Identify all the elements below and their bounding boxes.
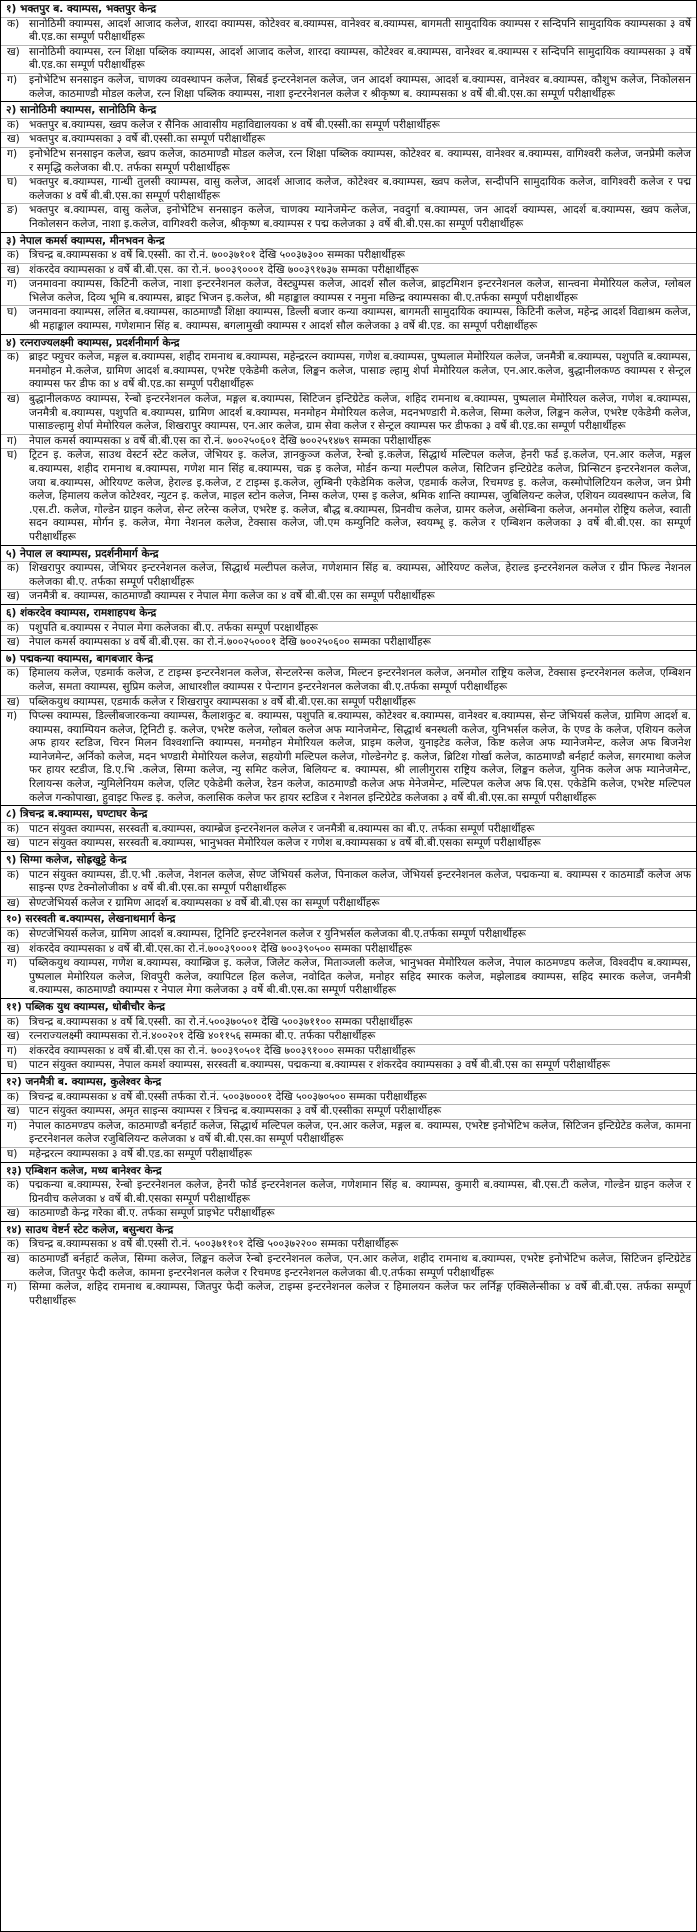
exam-center-allocation bbox=[1, 203, 696, 231]
allocation-label: ख) bbox=[7, 636, 20, 649]
exam-center-allocation bbox=[1, 1147, 696, 1162]
allocation-label: घ) bbox=[7, 449, 18, 462]
allocation-label: ख) bbox=[7, 1105, 20, 1118]
exam-center-title: १४) साउथ वेष्टर्न स्टेट कलेज, बसुन्धरा केन्द्र bbox=[6, 1223, 174, 1236]
allocation-text: जनमैत्री ब. क्याम्पस, काठमाण्डौ क्याम्पस र नेपाल मेगा कलेज का ४ वर्षे बी.बी.एस का सम्पूर्ण परीक्षार्थीहरू bbox=[29, 590, 435, 603]
allocation-text: ट्रिटन इ. कलेज, साउथ वेस्टर्न स्टेट कलेज, जेभियर इ. कलेज, ज्ञानकुञ्ज कलेज, रेन्बो इ.कलेज, सिद्धार्थ मल्टिपल कलेज, हेनरी फर्ड इ.कलेज, एन.आर कलेज, मङ्गल ब.क्याम्पस, शहीद रामनाथ ब.क्याम्पस, गणेश मान सिंह ब.क्याम्पस, चक्र इ कलेज, मोर्डन कन्या मल्टीपल कलेज, सिटिजन इन्टिग्रेटेड कलेज, प्रिन्सिटन इन्टरनेशनल कलेज, जया ब.क्याम्पस, ओरियण्ट कलेज, हेराल्ड इ.कलेज, ट टाइम्स इ.कलेज, लुम्बिनी एकेडेमिक कलेज, एडमार्क कलेज, रिचमण्ड इ. कलेज, कस्मोपोलिटियन कलेज, जन प्रेमी कलेज, हिमालय कलेज कोटेश्वर, न्युटन इ. कलेज, माइल स्टोन कलेज, निम्स कलेज, एम्स इ कलेज, श्रमिक शान्ति क्याम्पस, जुबिलियन्ट कलेज, एशियन व्यवस्थापन कलेज, बि .एस.टी. कलेज, गोल्डेन ग्राइन कलेज, सेन्ट लरेन्स कलेज, एभरेष्ट इ. कलेज, बौद्ध ब.क्याम्पस, प्रिनवीच कलेज, ग्रामर कलेज, असेम्बिना कलेज, अनमोल रोष्ट्रिय कलेज, स्वाती सदन क्याम्पस, मोर्गन इ. कलेज, मेगा नेशनल कलेज, टेक्सास कलेज, जी.एम कम्युनिटि कलेज, स्वयम्भू इ. कलेज र एम्बिशन कलेजका ३ वर्षे बी.बी.एस. का सम्पूर्ण परीक्षार्थीहरू bbox=[29, 449, 691, 543]
allocation-text: नेपाल काठमण्डप कलेज, काठमाण्डौ बर्नहार्ट कलेज, सिद्धार्थ मल्टिपल कलेज, एन.आर कलेज, मङ्गल ब. क्याम्पस, एभरेष्ट इनोभेटिभ कलेज, सिटिजन इन्टिग्रेटेड कलेज, कामना इन्टरनेशनल कलेज रजुबिलियन्ट कलेजका ४ वर्षे बी.बी.एस.का सम्पूर्ण परीक्षार्थीहरू bbox=[29, 1119, 691, 1146]
exam-center-allocation bbox=[1, 248, 696, 263]
allocation-text: पाटन संयुक्त क्याम्पस, अमृत साइन्स क्याम्पस र त्रिचन्द्र ब.क्याम्पसका ३ वर्षे बी.एस्सीका सम्पूर्ण परीक्षार्थीहरू bbox=[29, 1105, 442, 1118]
allocation-label: क) bbox=[7, 822, 20, 835]
exam-center-allocation bbox=[1, 118, 696, 133]
exam-center-allocation bbox=[1, 621, 696, 636]
exam-center-allocation bbox=[1, 709, 696, 805]
allocation-text: सिग्मा कलेज, शहिद रामनाथ ब.क्याम्पस, जितपुर फेदी कलेज, टाइम्स इन्टरनेशनल कलेज र हिमालयन कलेज फर लर्निङ्ग एक्सिलेन्सीका ४ वर्षे बी.बी.एस. तर्फका सम्पूर्ण परीक्षार्थीहरू bbox=[29, 1281, 691, 1307]
exam-center-allocation bbox=[1, 635, 696, 650]
exam-center-allocation bbox=[1, 1104, 696, 1119]
exam-center-section bbox=[1, 651, 696, 807]
exam-center-allocation bbox=[1, 942, 696, 957]
exam-center-allocation bbox=[1, 589, 696, 604]
exam-center-allocation bbox=[1, 695, 696, 710]
exam-center-title: ८) त्रिचन्द्र ब.क्याम्पस, घण्टाघर केन्द्र bbox=[6, 808, 148, 821]
exam-center-allocation bbox=[1, 1280, 696, 1308]
allocation-text: शंकरदेव क्याम्पसका ४ वर्षे बी.बी.एस.का रो.नं.७००३९०००१ देखि ७००३९०५०० सम्मका परीक्षार्थीहरू bbox=[29, 942, 412, 955]
exam-center-allocation bbox=[1, 132, 696, 147]
allocation-label: ख) bbox=[7, 263, 20, 276]
exam-center-allocation bbox=[1, 1206, 696, 1221]
allocation-text: रत्नराज्यलक्ष्मी क्याम्पसका रो.नं.४००२०१ देखि ४०११५६ सम्मका बी.ए. तर्फका परीक्षार्थीहरू bbox=[29, 1030, 376, 1043]
allocation-text: त्रिचन्द्र ब.क्याम्पसका ४ वर्षे बी.एस्सी तर्फका रो.नं. ५००३७०००१ देखि ५००३७०५०० सम्मका परीक्षार्थीहरू bbox=[29, 1090, 427, 1103]
exam-center-allocation bbox=[1, 73, 696, 101]
allocation-label: घ) bbox=[7, 1059, 18, 1072]
allocation-text: शंकरदेव क्याम्पसका ४ वर्षे बी.बी.एस का रो.नं. ७००३९०५०१ देखि ७००३९१००० सम्मका परीक्षार्थीहरू bbox=[29, 1044, 416, 1057]
exam-center-title: ६) शंकरदेव क्याम्पस, रामशाहपथ केन्द्र bbox=[6, 606, 157, 619]
allocation-text: पाटन संयुक्त क्याम्पस, सरस्वती ब.क्याम्पस, क्याम्ब्रेज इन्टरनेशनल कलेज र जनमैत्री ब.क्याम्पस का बी.ए. तर्फका सम्पूर्ण परीक्षार्थीहरू bbox=[29, 822, 535, 835]
exam-center-section bbox=[1, 1074, 696, 1163]
allocation-text: बुद्धानीलकण्ठ क्याम्पस, रेन्बो इन्टरनेशनल कलेज, मङ्गल ब.क्याम्पस, सिटिजन इन्टिग्रेटेड कलेज, शहिद रामनाथ ब.क्याम्पस, पुष्पलाल मेमोरियल कलेज, गणेश ब.क्याम्पस, जनमैत्री ब.क्याम्पस, पशुपति ब.क्याम्पस, ग्रामिण आदर्श ब.क्याम्पस, मनमोहन मेमोरियल कलेज, मदनभण्डारी मे.कलेज, सिम्मा कलेज, लिङ्कन कलेज, एभरेष्ट एकेडेमी कलेज, पासाङल्हामु शेर्पा मेमोरियल कलेज, शिखरापुर क्याम्पस, एन.आर कलेज, ग्राम सेवा कलेज र सेन्ट्रल क्याम्पस फर डीफका ३ वर्षे बी.एड.का सम्पूर्ण परीक्षार्थीहरू bbox=[29, 393, 691, 433]
allocation-label: क) bbox=[7, 928, 20, 940]
exam-center-title: ४) रत्नराज्यलक्ष्मी क्याम्पस, प्रदर्शनीमार्ग केन्द्र bbox=[6, 336, 180, 349]
allocation-text: इनोभेटिभ सनसाइन कलेज, चाणक्य व्यवस्थापन कलेज, सिबर्ड इन्टरनेशनल कलेज, जन आदर्श क्याम्पस, आदर्श ब.क्याम्पस, वानेश्वर ब.क्याम्पस, कौशुभ कलेज, निकोलसन कलेज, काठमाण्डौ मोडल कलेज, रत्न शिक्षा पब्लिक क्याम्पस, नाशा इन्टरनेशनल कलेज र श्रीकृष्ण ब. क्याम्पसका ४ वर्षे बी.बी.एस.का सम्पूर्ण परीक्षार्थीहरू bbox=[29, 73, 691, 100]
allocation-label: क) bbox=[7, 351, 20, 364]
exam-center-allocation bbox=[1, 1237, 696, 1252]
exam-center-title: ९) सिग्मा कलेज, सोह्रखुट्टे केन्द्र bbox=[6, 854, 127, 867]
allocation-text: भक्तपुर ब.क्याम्पस, वासु कलेज, इनोभेटिभ सनसाइन कलेज, चाणक्य म्यानेजमेन्ट कलेज, नवदुर्गा ब.क्याम्पस, जन आदर्श क्याम्पस, आदर्श ब.क्याम्पस, ख्वप कलेज, निकोलसन कलेज, नाशा इ.कलेज, वागिश्वरी कलेज, श्रीकृष्ण ब.क्याम्पस र पद्म कलेजका ३ वर्षे बी.बी.एस.का सम्पूर्ण परीक्षार्थीहरू bbox=[29, 204, 691, 230]
allocation-label: क) bbox=[7, 868, 20, 881]
allocation-text: पद्मकन्या ब.क्याम्पस, रेन्बो इन्टरनेशनल कलेज, हेनरी फोर्ड इन्टरनेशनल कलेज, गणेशमान सिंह ब. क्याम्पस, कुमारी ब.क्याम्पस, बी.एस.टी कलेज, गोल्डेन ग्राइन कलेज र ग्रिनवीच कलेजका ४ वर्षे बी.बी.एसका सम्पूर्ण परीक्षार्थीहरू bbox=[29, 1179, 691, 1205]
allocation-label: ख) bbox=[7, 45, 20, 58]
exam-center-allocation bbox=[1, 822, 696, 837]
allocation-label: ख) bbox=[7, 1207, 20, 1220]
exam-center-allocation bbox=[1, 836, 696, 851]
allocation-label: ख) bbox=[7, 590, 20, 603]
allocation-text: भक्तपुर ब.क्याम्पस, गान्धी तुलसी क्याम्पस, वासु कलेज, आदर्श आजाद कलेज, कोटेश्वर ब.क्याम्पस, ख्वप कलेज, सन्दीपनि सामुदायिक कलेज, वागिश्वरी कलेज र पद्म कलेजका ४ वर्षे बी.बी.एस.का सम्पूर्ण परीक्षार्थीहरू bbox=[29, 176, 691, 202]
allocation-label: क) bbox=[7, 667, 20, 680]
exam-center-allocation bbox=[1, 17, 696, 45]
allocation-text: नेपाल कमर्स क्याम्पसका ४ वर्षे बी.बी.एस. का रो.नं.७००२५०००१ देखि ७००२५०६०० सम्मका परीक्षार्थीहरू bbox=[29, 636, 431, 649]
allocation-text: पब्लिकयुथ क्याम्पस, एडमार्क कलेज र शिखरापुर क्याम्पसका ४ वर्षे बी.बी.एस.का सम्पूर्ण परीक्षार्थीहरू bbox=[29, 695, 416, 708]
allocation-label: ग) bbox=[7, 278, 18, 291]
exam-center-title: १) भक्तपुर ब. क्याम्पस, भक्तपुर केन्द्र bbox=[6, 3, 157, 15]
allocation-text: सानोठिमी क्याम्पस, रत्न शिक्षा पब्लिक क्याम्पस, आदर्श आजाद कलेज, शारदा क्याम्पस, कोटेश्वर ब.क्याम्पस, वानेश्वर ब.क्याम्पस र सन्दिपनि सामुदायिक क्याम्पसका ३ वर्षे बी.एड.का सम्पूर्ण परीक्षार्थीहरू bbox=[29, 45, 691, 72]
exam-center-title: ५) नेपाल ल क्याम्पस, प्रदर्शनीमार्ग केन्द्र bbox=[6, 547, 159, 560]
exam-center-allocation bbox=[1, 147, 696, 175]
allocation-text: इनोभेटिभ सनसाइन कलेज, ख्वप कलेज, काठमाण्डौ मोडल कलेज, रत्न शिक्षा पब्लिक क्याम्पस, कोटेश्वर ब. क्याम्पस, वानेश्वर ब.क्याम्पस, वागिश्वरी कलेज, जनप्रेमी कलेज र समृद्धि कलेजका बी.ए. तर्फका सम्पूर्ण परीक्षार्थीहरू bbox=[29, 147, 691, 174]
allocation-label: ग) bbox=[7, 710, 18, 723]
allocation-label: ख) bbox=[7, 1030, 20, 1043]
exam-center-allocation bbox=[1, 1029, 696, 1044]
allocation-text: सेण्टजेभियर्स कलेज र ग्रामिण आदर्श ब.क्याम्पसका ४ वर्षे बी.बी.एस का सम्पूर्ण परीक्षार्थीहरू bbox=[29, 896, 380, 909]
exam-center-title: २) सानोठिमी क्याम्पस, सानोठिमि केन्द्र bbox=[6, 104, 157, 117]
exam-center-section bbox=[1, 233, 696, 335]
exam-center-allocation bbox=[1, 392, 696, 434]
exam-center-title: १०) सरस्वती ब.क्याम्पस, लेखनाथमार्ग केन्द्र bbox=[6, 913, 176, 926]
exam-center-allocation bbox=[1, 263, 696, 278]
allocation-text: पाटन संयुक्त क्याम्पस, डी.ए.भी .कलेज, नेशनल कलेज, सेण्ट जेभियर्स कलेज, पिनाकल कलेज, जेभियर्स इन्टरनेशनल कलेज, पद्मकन्या ब. क्याम्पस र काठमाडौं कलेज अफ साइन्स एण्ड टेक्नोलोजीका ४ वर्षे बी.बी.एस.का सम्पूर्ण परीक्षार्थीहरू bbox=[29, 868, 691, 895]
allocation-text: त्रिचन्द्र ब.क्याम्पसका ४ वर्षे बि.एस्सी. का रो.नं. ७००३७१०१ देखि ५००३७३०० सम्मका परीक्षार्थीहरू bbox=[29, 249, 405, 262]
allocation-label: ग) bbox=[7, 1044, 18, 1057]
allocation-label: घ) bbox=[7, 176, 18, 189]
exam-center-notice bbox=[1, 1, 696, 1308]
allocation-label: क) bbox=[7, 1015, 20, 1028]
exam-center-section bbox=[1, 999, 696, 1074]
allocation-label: ग) bbox=[7, 957, 18, 970]
allocation-text: काठमाण्डौ केन्द्र गरेका बी.ए. तर्फका सम्पूर्ण प्राइभेट परीक्षार्थीहरू bbox=[29, 1207, 275, 1220]
allocation-text: ब्राइट फ्युचर कलेज, मङ्गल ब.क्याम्पस, शहीद रामनाथ ब.क्याम्पस, महेन्द्ररत्न क्याम्पस, गणेश ब.क्याम्पस, पुष्पलाल मेमोरियल कलेज, जनमैत्री ब.क्याम्पस, पशुपति ब.क्याम्पस, मनमोहन मे.कलेज, ग्रामिण आदर्श ब.क्याम्पस, एभरेष्ट एकेडेमी कलेज, लिङ्कन कलेज, पासाङ ल्हामु शेर्पा मेमोरियल कलेज, एन.आर.कलेज, बुद्धानीलकण्ठ क्याम्पस र सेन्ट्रल क्याम्पस फर डीफ का ४ वर्षे बी.एड.का सम्पूर्ण परीक्षार्थीहरू bbox=[29, 351, 691, 391]
allocation-text: पशुपति ब.क्याम्पस र नेपाल मेगा कलेजका बी.ए. तर्फका सम्पूर्ण परक्षार्थीहरू bbox=[29, 621, 318, 634]
allocation-label: ख) bbox=[7, 837, 20, 850]
exam-center-allocation bbox=[1, 175, 696, 203]
exam-center-section bbox=[1, 335, 696, 546]
allocation-label: क) bbox=[7, 1090, 20, 1103]
exam-center-title: ३) नेपाल कमर्स क्याम्पस, मीनभवन केन्द्र bbox=[6, 234, 165, 247]
exam-center-section bbox=[1, 852, 696, 911]
exam-center-section bbox=[1, 546, 696, 605]
exam-center-allocation bbox=[1, 305, 696, 333]
allocation-label: क) bbox=[7, 1238, 20, 1251]
allocation-label: ग) bbox=[7, 434, 18, 447]
exam-center-title: १२) जनमैत्री ब. क्याम्पस, कुलेश्वर केन्द्र bbox=[6, 1075, 162, 1088]
exam-center-allocation bbox=[1, 896, 696, 911]
allocation-label: क) bbox=[7, 118, 20, 131]
exam-center-allocation bbox=[1, 666, 696, 694]
exam-center-allocation bbox=[1, 277, 696, 305]
allocation-label: ख) bbox=[7, 1253, 20, 1266]
exam-center-allocation bbox=[1, 1058, 696, 1073]
allocation-text: जनमावना क्याम्पस, किटिनी कलेज, नाशा इन्टरनेशनल कलेज, वेस्ट्युम्पस कलेज, आदर्श सौल कलेज, ब्राइटमिशन इन्टरनेशनल कलेज, सान्त्वना मेमोरियल कलेज, ग्लोबल भिलेज कलेज, दिव्य भूमि ब.क्याम्पस, ब्राइट भिजन इ.कलेज, श्री महाङ्काल क्याम्पस र नमुना मछिन्द्र क्याम्पसका बी.ए.तर्फका सम्पूर्ण परीक्षार्थीहरू bbox=[29, 278, 691, 304]
allocation-text: काठमाण्डौं बर्नहार्ट कलेज, सिग्मा कलेज, लिङ्कन कलेज रेन्बो इन्टरनेशनल कलेज, एन.आर कलेज, शहीद रामनाथ ब.क्याम्पस, एभरेष्ट इनोभेटिभ कलेज, सिटिजन इन्टिग्रेटेड कलेज, जितपुर फेदी कलेज, कामना इन्टरनेशनल कलेज र रिचमण्ड इन्टरनेशनल कलेजका बी.ए.तर्फका सम्पूर्ण परीक्षार्थीहरू bbox=[29, 1253, 691, 1279]
allocation-text: त्रिचन्द्र ब.क्याम्पसका ४ वर्षे बी.एस्सी रो.नं. ५००३७११०१ देखि ५००३७२२०० सम्मका परीक्षार्थीहरू bbox=[29, 1238, 399, 1251]
exam-center-section bbox=[1, 605, 696, 651]
allocation-text: हिमालय कलेज, एडमार्क कलेज, ट टाइम्स इन्टरनेशनल कलेज, सेन्टलरेन्स कलेज, मिल्टन इन्टरनेशनल कलेज, अनमोल राष्ट्रिय कलेज, टेक्सास इन्टरनेशनल कलेज, एम्बिशन कलेज, समता क्याम्पस, सुप्रिम कलेज, आधारशील क्याम्पस र पेन्टागन इन्टरनेशनल कलेजका बी.ए.तर्फका सम्पूर्ण परीक्षार्थीहरू bbox=[29, 667, 691, 693]
allocation-text: पिप्ल्स क्याम्पस, डिल्लीबजारकन्या क्याम्पस, कैलाशकुट ब. क्याम्पस, पशुपति ब.क्याम्पस, कोटेश्वर ब.क्याम्पस, वानेश्वर ब.क्याम्पस, सेन्ट जेभियर्स कलेज, ग्रामिण आदर्श ब. क्याम्पस, क्याम्पियन कलेज, ट्रिनिटी इ. कलेज, एभरेष्ट कलेज, ग्लोबल कलेज अफ म्यानेजमेन्ट, सिद्धार्थ बनस्थली कलेज, युनिभर्सल कलेज, के एण्ड के कलेज, एशियन कलेज अफ हायर स्टडिज, चिरन मिलन विश्वशान्ति क्याम्पस, मनमोहन मेमोरियल कलेज, प्राइम कलेज, युनाइटेड कलेज, किष्ट कलेज अफ म्यानेजमेन्ट, कलेज अफ बिजनेश म्यानेजमेन्ट, अर्निको कलेज, मदन भण्डारी मेमोरियल कलेज, सहयोगी मल्टिपल कलेज, गोल्डेनगेट इ. कलेज, ब्रिटिश गोर्खा कलेज, काठमाण्डौ बर्नहार्ट कलेज, सगरमाथा कलेज फर हायर स्टडीज, डि.ए.भि .कलेज, सिग्मा कलेज, न्यु समिट कलेज, बिलियन्ट ब. क्याम्पस, श्री लालीगुरास राष्ट्रिय कलेज, लिङ्कन कलेज, युनिक कलेज अफ म्यानेजमेन्ट, रिलायन्स कलेज, न्युमिलेनियम कलेज, एलिट एकेडेमी कलेज, रेडन कलेज, काठमाण्डौ कलेज अफ मेनेजमेन्ट, मल्टिपल कलेज अफ बि.एस. एकेडेमि कलेज, एभरेष्ट मल्टिपल कलेज गन्कोपाखा, हुवाइट फिल्ड इ. कलेज, कलासिक कलेज फर हायर स्टडिज र नेशनल इन्टिग्रेटेड कलेजका ३ वर्षे बी.बी.एस.का सम्पूर्ण परीक्षार्थीहरू bbox=[29, 710, 691, 804]
allocation-text: भक्तपुर ब.क्याम्पस, ख्वप कलेज र सैनिक आवासीय महाविद्यालयका ४ वर्षे बी.एस्सी.का सम्पूर्ण परीक्षार्थीहरू bbox=[29, 118, 440, 131]
exam-center-title: १३) एम्बिशन कलेज, मध्य बानेश्वर केन्द्र bbox=[6, 1164, 162, 1177]
exam-center-section bbox=[1, 102, 696, 232]
allocation-text: पब्लिकयुथ क्याम्पस, गणेश ब.क्याम्पस, क्याम्ब्रिज इ. कलेज, जिलेट कलेज, मिताञ्जली कलेज, भानुभक्त मेमोरियल कलेज, नेपाल काठमण्डप कलेज, विश्वदीप ब.क्याम्पस, पुष्पलाल मेमोरियल कलेज, शिवपुरी कलेज, क्यापिटल हिल कलेज, नवोदित कलेज, मनोहर सहिद स्मारक कलेज, मझेलाडब क्याम्पस, सहिद स्मारक कलेज, जनमैत्री ब.क्याम्पस, काठमाण्डौ क्याम्पस र नेपाल मेगा कलेजका ३ वर्षे बी.बी.एस.का सम्पूर्ण परीक्षार्थीहरू bbox=[29, 957, 691, 997]
allocation-text: पाटन संयुक्त क्याम्पस, सरस्वती ब.क्याम्पस, भानुभक्त मेमोरियल कलेज र गणेश ब.क्याम्पसका ४ वर्षे बी.बी.एसका सम्पूर्ण परीक्षार्थीहरू bbox=[29, 837, 541, 850]
exam-center-allocation bbox=[1, 1015, 696, 1030]
allocation-label: घ) bbox=[7, 1147, 18, 1160]
exam-center-section bbox=[1, 1163, 696, 1222]
allocation-text: सेण्टजेभियर्स कलेज, ग्रामिण आदर्श ब.क्याम्पस, ट्रिनिटि इन्टरनेशनल कलेज र युनिभर्सल कलेजका बी.ए.तर्फका सम्पूर्ण परीक्षार्थीहरू bbox=[29, 928, 526, 940]
allocation-label: क) bbox=[7, 621, 20, 634]
exam-center-title: ११) पब्लिक युथ क्याम्पस, धोबीचौर केन्द्र bbox=[6, 1000, 165, 1013]
exam-center-allocation bbox=[1, 434, 696, 449]
exam-center-allocation bbox=[1, 868, 696, 896]
exam-center-allocation bbox=[1, 1090, 696, 1105]
exam-center-section bbox=[1, 1, 696, 102]
allocation-label: ख) bbox=[7, 942, 20, 955]
exam-center-allocation bbox=[1, 927, 696, 942]
allocation-text: शंकरदेव क्याम्पसका ४ वर्षे बी.बी.एस. का रो.नं. ७००३९०००१ देखि ७००३९१७३७ सम्मका परीक्षार्थीहरू bbox=[29, 263, 419, 276]
allocation-text: शिखरापुर क्याम्पस, जेभियर इन्टरनेशनल कलेज, सिद्धार्थ मल्टीपल कलेज, गणेशमान सिंह ब. क्याम्पस, ओरियण्ट कलेज, हेराल्ड इन्टरनेशनल कलेज र ग्रीन फिल्ड नेशनल कलेजका बी.ए. तर्फका सम्पूर्ण परीक्षार्थीहरू bbox=[29, 562, 691, 588]
allocation-label: घ) bbox=[7, 306, 18, 319]
allocation-label: ख) bbox=[7, 896, 20, 909]
allocation-text: पाटन संयुक्त क्याम्पस, नेपाल कमर्श क्याम्पस, सरस्वती ब.क्याम्पस, पद्मकन्या ब.क्याम्पस र शंकरदेव क्याम्पसका ३ वर्षे बी.बी.एस का सम्पूर्ण परीक्षार्थीहरू bbox=[29, 1059, 610, 1072]
allocation-text: जनमावना क्याम्पस, ललित ब.क्याम्पस, काठमाण्डौ शिक्षा क्याम्पस, डिल्ली बजार कन्या क्याम्पस, बागमती सामुदायिक क्याम्पस, किटिनी कलेज, महेन्द्र आदर्श विद्याश्रम कलेज, श्री महाङ्काल क्याम्पस, गणेशमान सिंह ब. क्याम्पस, बगलामुखी क्याम्पस र आदर्श सौल कलेजका ३ वर्षे बी.एड. का सम्पूर्ण परीक्षार्थीहरू bbox=[29, 306, 691, 333]
exam-center-section bbox=[1, 911, 696, 999]
allocation-label: क) bbox=[7, 249, 20, 262]
exam-center-section bbox=[1, 1222, 696, 1309]
allocation-text: नेपाल कमर्स क्याम्पसका ४ वर्षे बी.बी.एस का रो.नं. ७००२५०६०१ देखि ७००२५१४७९ सम्मका परीक्षार्थीहरू bbox=[29, 434, 431, 447]
exam-center-allocation bbox=[1, 956, 696, 998]
exam-center-allocation bbox=[1, 1119, 696, 1147]
exam-center-allocation bbox=[1, 448, 696, 544]
exam-center-section bbox=[1, 806, 696, 852]
allocation-text: महेन्द्ररत्न क्याम्पसका ३ वर्षे बी.एड.का सम्पूर्ण परीक्षार्थीहरू bbox=[29, 1147, 252, 1160]
allocation-label: ख) bbox=[7, 695, 20, 708]
exam-center-allocation bbox=[1, 1044, 696, 1059]
exam-center-allocation bbox=[1, 350, 696, 392]
exam-center-allocation bbox=[1, 1252, 696, 1280]
exam-center-allocation bbox=[1, 1178, 696, 1206]
exam-center-title: ७) पद्मकन्या क्याम्पस, बागबजार केन्द्र bbox=[6, 652, 153, 665]
allocation-label: ग) bbox=[7, 147, 18, 160]
exam-center-allocation bbox=[1, 45, 696, 73]
allocation-label: क) bbox=[7, 17, 20, 30]
allocation-text: त्रिचन्द्र ब.क्याम्पसका ४ वर्षे बि.एस्सी. का रो.नं.५००३७०५०१ देखि ५००३७११०० सम्मका परीक्षार्थीहरू bbox=[29, 1015, 413, 1028]
allocation-label: ग) bbox=[7, 73, 18, 86]
allocation-label: ग) bbox=[7, 1119, 18, 1132]
exam-center-allocation bbox=[1, 561, 696, 589]
allocation-label: क) bbox=[7, 562, 20, 575]
allocation-label: ख) bbox=[7, 393, 20, 406]
allocation-label: ङ) bbox=[7, 204, 18, 217]
allocation-label: ख) bbox=[7, 133, 20, 146]
allocation-label: ग) bbox=[7, 1281, 18, 1294]
allocation-text: सानोठिमी क्याम्पस, आदर्श आजाद कलेज, शारदा क्याम्पस, कोटेश्वर ब.क्याम्पस, वानेश्वर ब.क्याम्पस, बागमती सामुदायिक क्याम्पस र सन्दिपनि सामुदायिक क्याम्पसका ३ वर्षे बी.एड.का सम्पूर्ण परीक्षार्थीहरू bbox=[29, 17, 691, 44]
allocation-text: भक्तपुर ब.क्याम्पसका ३ वर्षे बी.एस्सी.का सम्पूर्ण परीक्षार्थीहरू bbox=[29, 133, 266, 146]
allocation-label: क) bbox=[7, 1179, 20, 1192]
